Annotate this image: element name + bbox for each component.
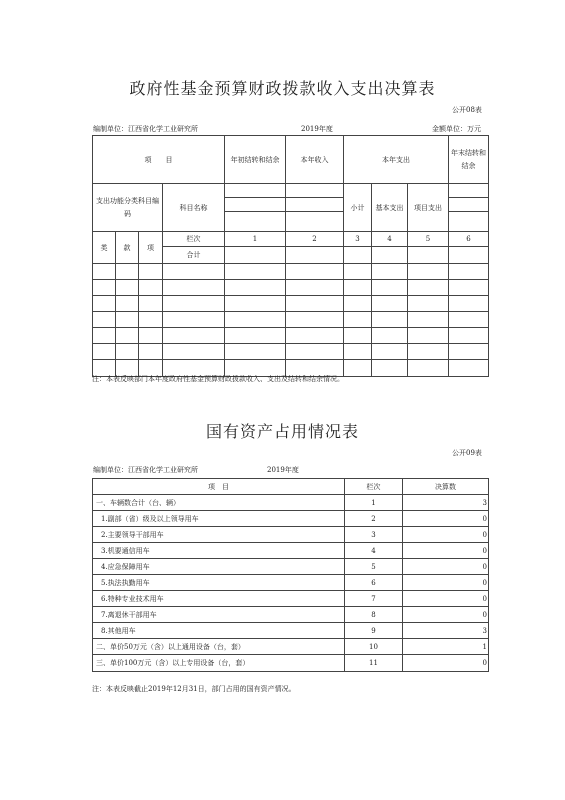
row-label: 5.执法执勤用车	[93, 575, 345, 591]
compiling-unit-1: 编制单位：江西省化学工业研究所	[93, 125, 198, 133]
table-row	[93, 264, 489, 280]
row-value: 3	[403, 495, 489, 511]
col-number: 6	[449, 232, 489, 247]
header-col: 栏次	[163, 232, 225, 247]
row-value: 0	[403, 559, 489, 575]
table-code-1: 公开08表	[452, 106, 482, 114]
row-value: 3	[403, 623, 489, 639]
row-label: 三、单价100万元（含）以上专用设备（台，套）	[93, 655, 345, 672]
table-row	[93, 312, 489, 328]
header-lei: 类	[93, 232, 116, 264]
cell	[449, 184, 489, 198]
header-subject-name: 科目名称	[163, 184, 225, 232]
header-item-2: 项 目	[93, 479, 345, 495]
table-row	[93, 575, 489, 591]
cell	[225, 184, 286, 198]
row-col: 10	[345, 639, 403, 655]
note-1: 注：本表反映部门本年度政府性基金预算财政拨款收入、支出及结转和结余情况。	[92, 375, 344, 383]
header-kuan: 款	[116, 232, 139, 264]
row-value: 0	[403, 591, 489, 607]
row-label: 一、车辆数合计（台、辆）	[93, 495, 345, 511]
header-amount: 决算数	[403, 479, 489, 495]
table-row	[93, 543, 489, 559]
row-col: 3	[345, 527, 403, 543]
header-basic: 基本支出	[372, 184, 408, 232]
row-label: 二、单价50万元（含）以上通用设备（台，套）	[93, 639, 345, 655]
table-row	[93, 559, 489, 575]
gov-fund-table	[92, 135, 489, 377]
row-value: 0	[403, 655, 489, 672]
table-row	[93, 527, 489, 543]
table-row	[93, 639, 489, 655]
row-col: 7	[345, 591, 403, 607]
table-code-2: 公开09表	[452, 449, 482, 457]
table-row	[93, 655, 489, 672]
col-number: 2	[286, 232, 344, 247]
year-label-1: 2019年度	[301, 125, 333, 133]
row-col: 4	[345, 543, 403, 559]
table-row	[93, 623, 489, 639]
cell	[449, 212, 489, 232]
row-value: 0	[403, 607, 489, 623]
row-label: 4.应急保障用车	[93, 559, 345, 575]
table-row	[93, 280, 489, 296]
row-col: 9	[345, 623, 403, 639]
state-assets-table	[92, 478, 489, 672]
row-col: 11	[345, 655, 403, 672]
row-label: 8.其他用车	[93, 623, 345, 639]
header-end-balance: 年末结转和结余	[449, 136, 489, 184]
header-func-code: 支出功能分类科目编码	[93, 184, 163, 232]
col-number: 4	[372, 232, 408, 247]
table-row	[93, 607, 489, 623]
row-label: 1.副部（省）级及以上领导用车	[93, 511, 345, 527]
header-project: 项目支出	[408, 184, 449, 232]
header-begin-balance: 年初结转和结余	[225, 136, 286, 184]
row-col: 2	[345, 511, 403, 527]
money-unit-1: 金额单位：万元	[432, 125, 481, 133]
cell	[225, 198, 286, 212]
total-label: 合计	[163, 247, 225, 264]
header-income: 本年收入	[286, 136, 344, 184]
header-xiang: 项	[139, 232, 163, 264]
col-number: 1	[225, 232, 286, 247]
row-col: 6	[345, 575, 403, 591]
row-label: 7.离退休干部用车	[93, 607, 345, 623]
row-col: 5	[345, 559, 403, 575]
row-value: 0	[403, 575, 489, 591]
note-2: 注：本表反映截止2019年12月31日，部门占用的国有资产情况。	[92, 685, 296, 693]
cell	[225, 212, 286, 232]
row-label: 6.特种专业技术用车	[93, 591, 345, 607]
page-title-2: 国有资产占用情况表	[205, 422, 359, 441]
header-subtotal: 小计	[344, 184, 372, 232]
row-value: 0	[403, 527, 489, 543]
year-label-2: 2019年度	[267, 466, 299, 474]
table-row	[93, 511, 489, 527]
table-row	[93, 495, 489, 511]
col-number: 3	[344, 232, 372, 247]
table-row	[93, 344, 489, 360]
table-row	[93, 296, 489, 312]
table-row	[93, 591, 489, 607]
row-col: 1	[345, 495, 403, 511]
header-col-2: 栏次	[345, 479, 403, 495]
header-item: 项 目	[93, 136, 225, 184]
row-label: 2.主要领导干部用车	[93, 527, 345, 543]
page-title-1: 政府性基金预算财政拨款收入支出决算表	[129, 79, 436, 98]
cell	[286, 184, 344, 198]
row-col: 8	[345, 607, 403, 623]
row-value: 0	[403, 511, 489, 527]
compiling-unit-2: 编制单位：江西省化学工业研究所	[93, 466, 198, 474]
col-number: 5	[408, 232, 449, 247]
table-row	[93, 328, 489, 344]
row-label: 3.机要通信用车	[93, 543, 345, 559]
cell	[286, 198, 344, 212]
header-expense: 本年支出	[344, 136, 449, 184]
cell	[286, 212, 344, 232]
row-value: 1	[403, 639, 489, 655]
cell	[449, 198, 489, 212]
row-value: 0	[403, 543, 489, 559]
